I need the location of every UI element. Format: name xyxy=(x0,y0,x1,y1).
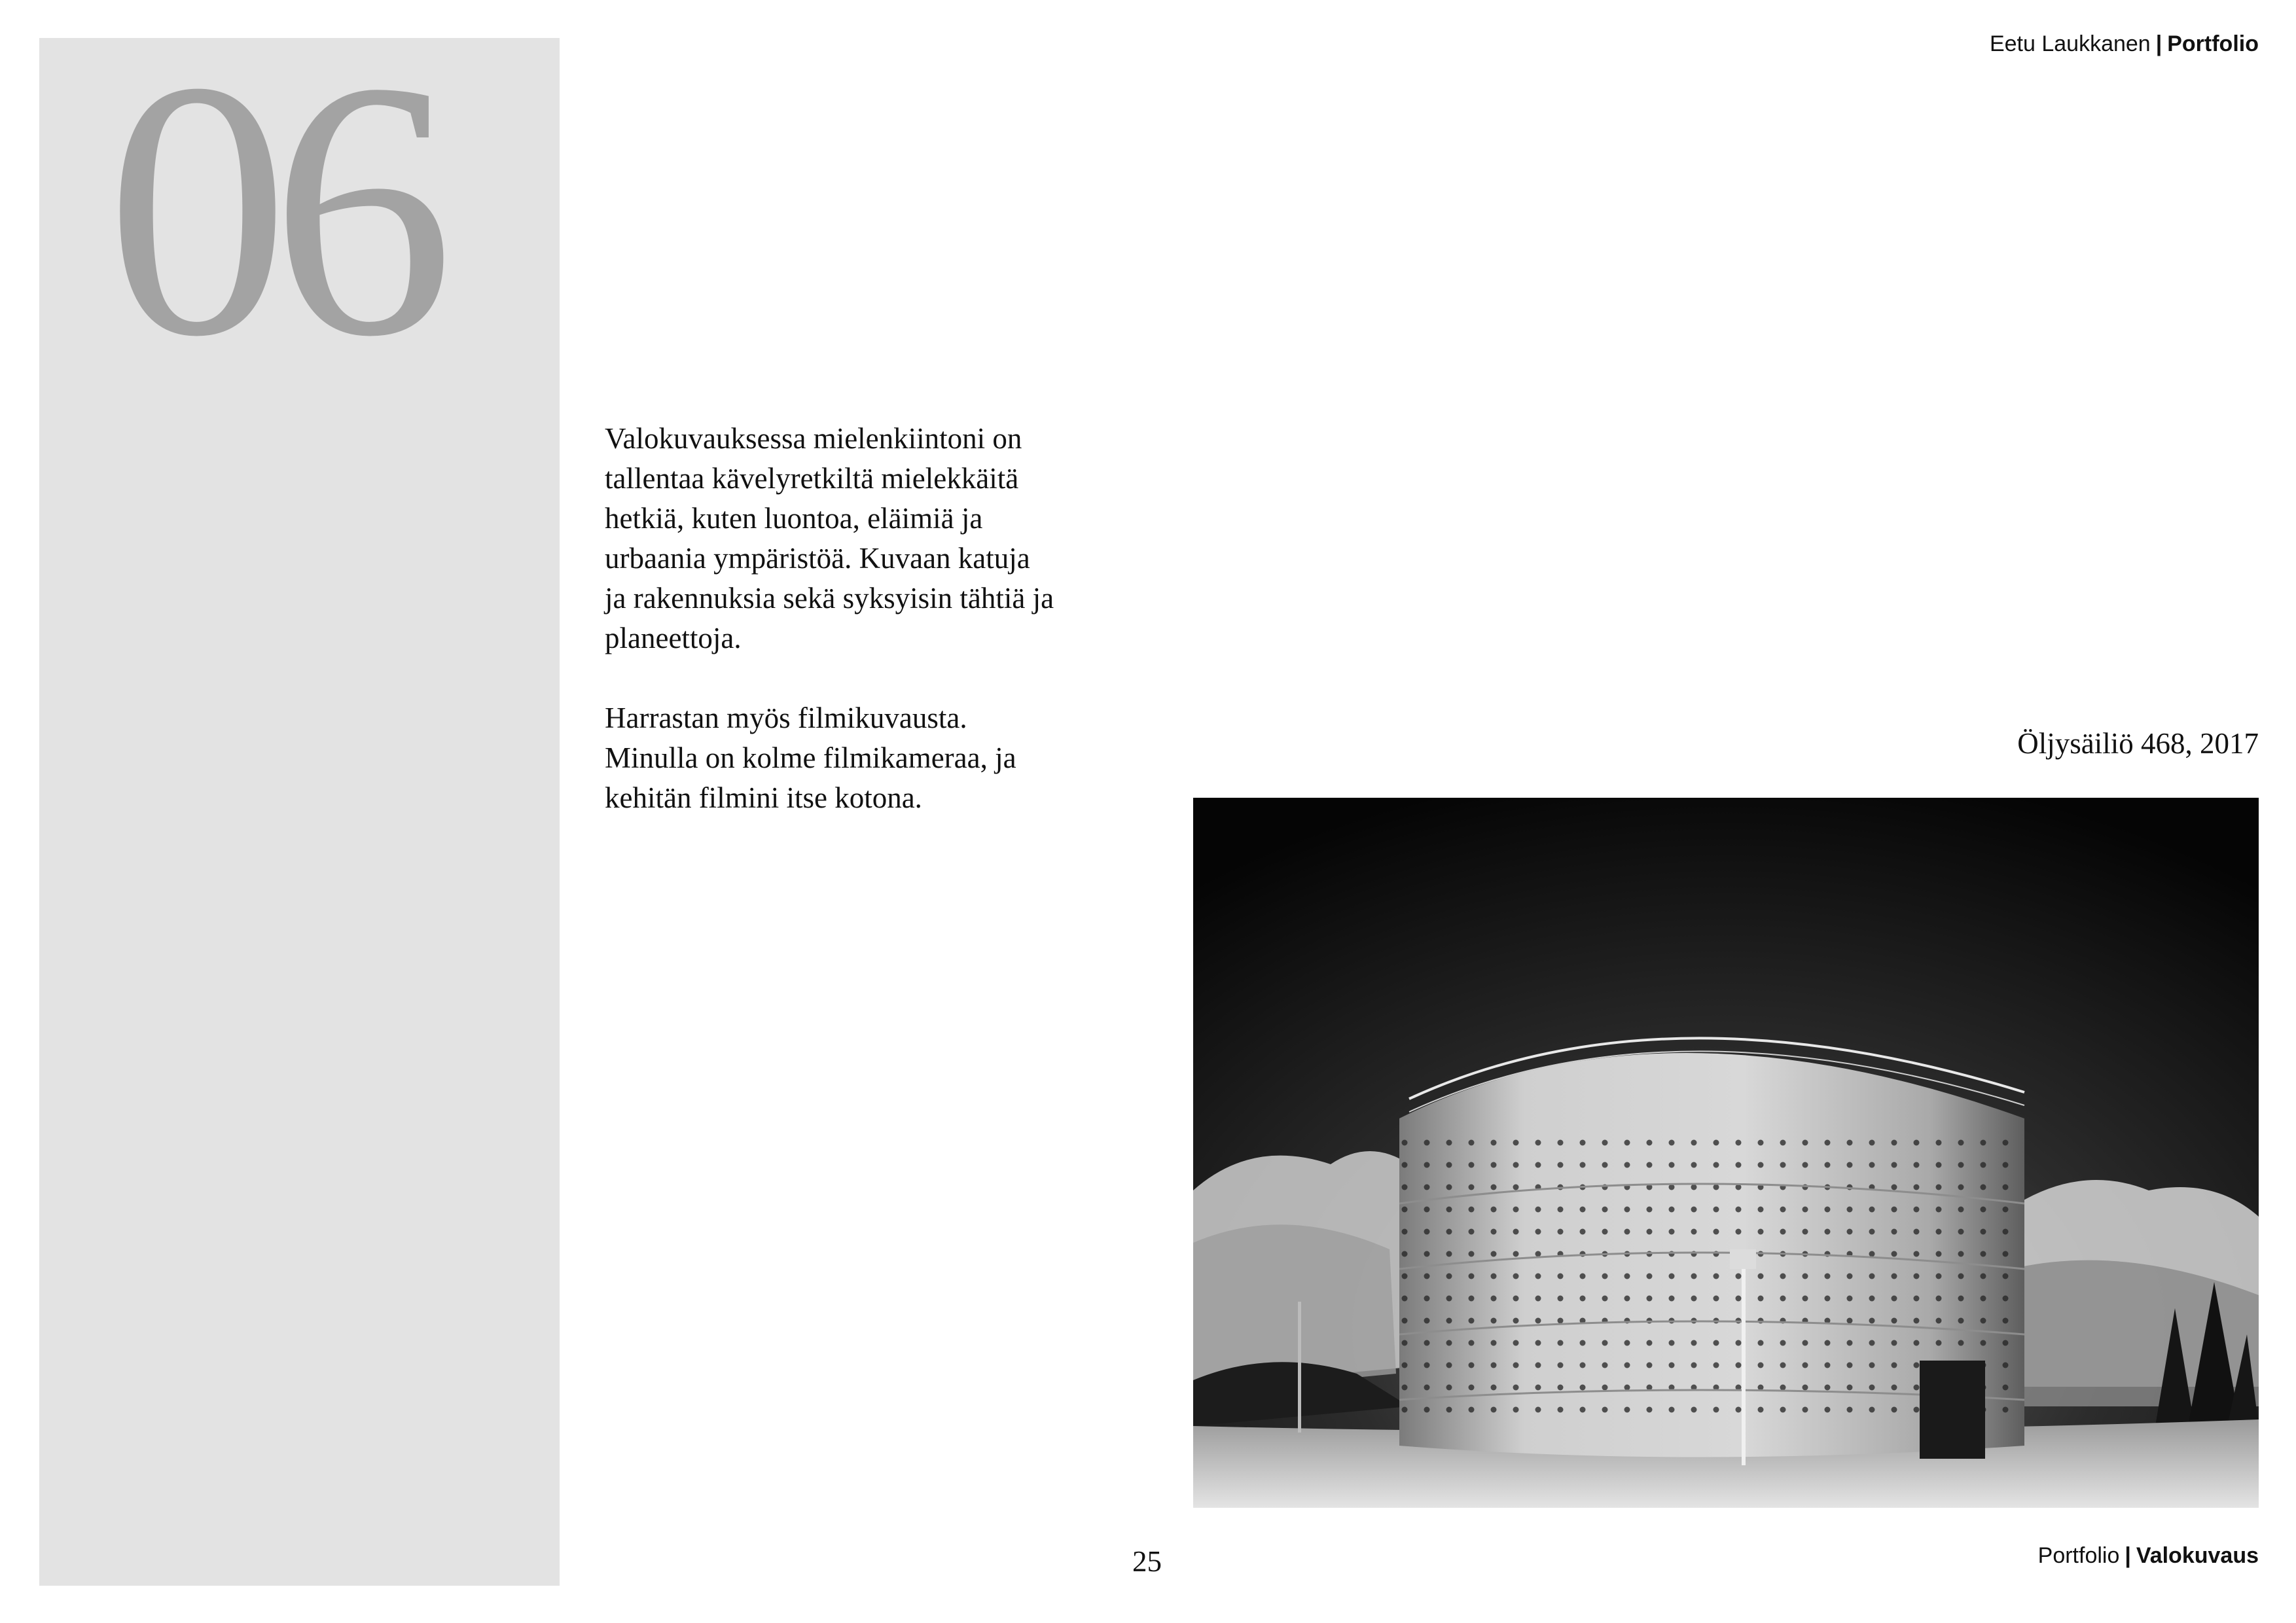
photo-caption: Öljysäiliö 468, 2017 xyxy=(2017,727,2259,760)
intro-paragraph-2: Harrastan myös filmikuvausta. Minulla on kolme filmikameraa, ja kehitän filmini itse kotona. xyxy=(605,702,1016,814)
page-header xyxy=(1990,31,2259,57)
header-separator: | xyxy=(2155,31,2162,56)
oil-tank-photo-image xyxy=(1193,798,2259,1508)
footer-separator: | xyxy=(2125,1543,2131,1568)
intro-text xyxy=(605,419,1141,858)
page-number: 25 xyxy=(1132,1545,1162,1578)
footer-section: Valokuvaus xyxy=(2136,1543,2259,1568)
page-footer xyxy=(2038,1543,2259,1569)
oil-tank-photo xyxy=(1193,798,2259,1508)
intro-paragraph-1: Valokuvauksessa mielenkiintoni on tallentaa kävelyretkiltä mielekkäitä hetkiä, kuten luontoa, eläimiä ja urbaania ympäristöä. Kuvaan katuja ja rakennuksia sekä syksyisin tähtiä ja planeettoja. xyxy=(605,422,1054,654)
chapter-number: 06 xyxy=(106,7,436,412)
footer-label: Portfolio xyxy=(2037,1543,2120,1568)
header-section: Portfolio xyxy=(2167,31,2259,56)
author-name: Eetu Laukkanen xyxy=(1989,31,2151,56)
